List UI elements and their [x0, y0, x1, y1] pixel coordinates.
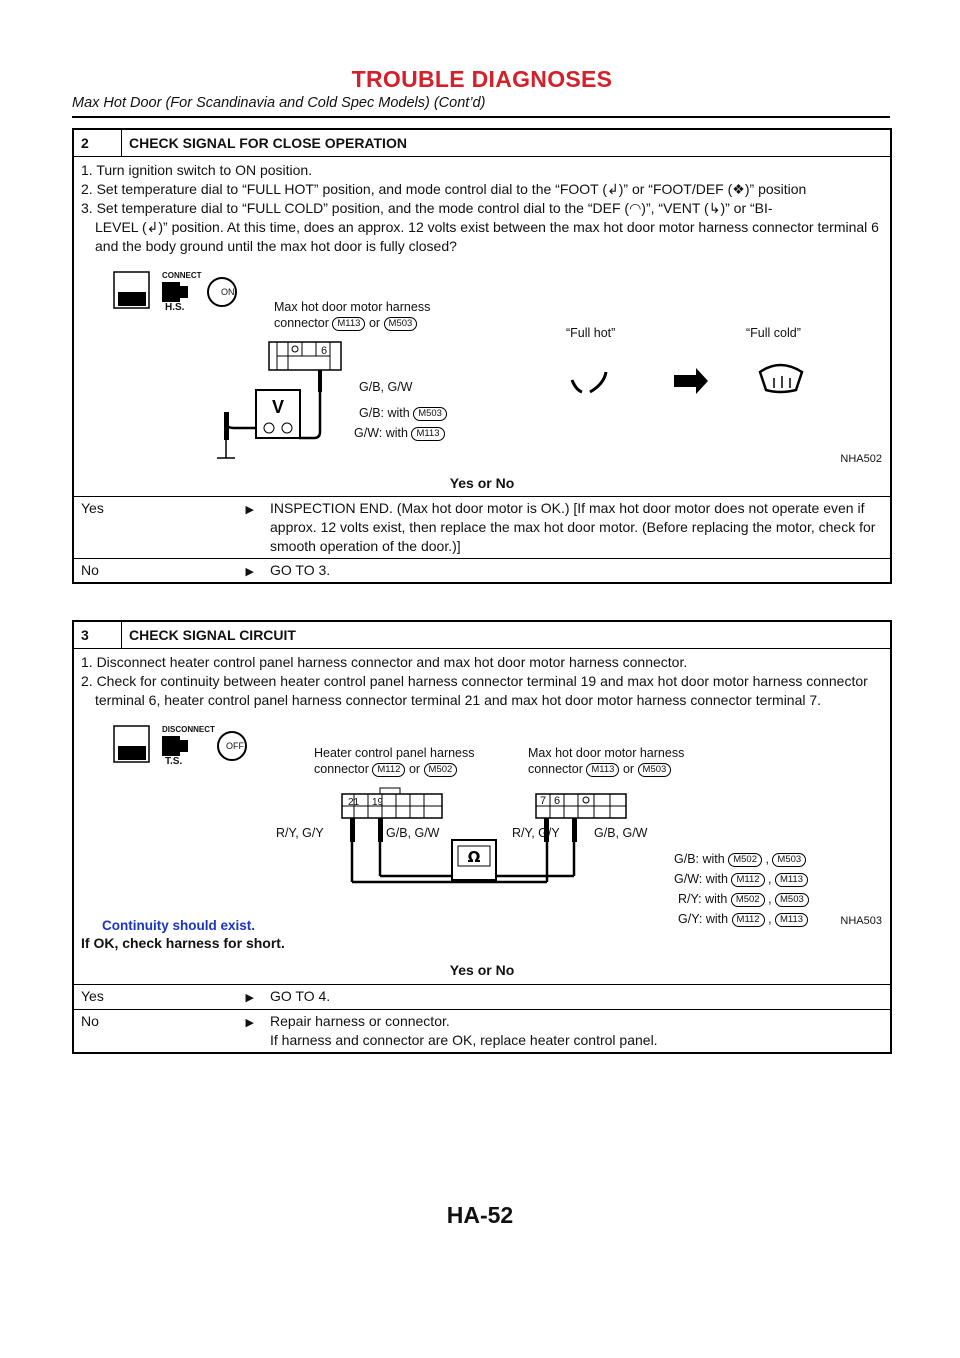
wire-label: G/B, G/W: [359, 380, 413, 394]
terminal-19: 19: [372, 797, 384, 808]
figure-code: NHA502: [840, 453, 882, 465]
wire-label-gb-gw: G/B, G/W: [386, 826, 440, 840]
connector-badge: M113: [332, 317, 365, 331]
legend-row: G/B: with M502 , M503: [674, 850, 806, 869]
arrow-right-icon: ▶: [245, 992, 254, 1004]
motor-label-1: Max hot door motor harness: [528, 746, 685, 760]
yes-result: INSPECTION END. (Max hot door motor is OK.) [If max hot door motor does not operate even if approx. 12 volts exist, then replace the max hot door motor. (Before replacing the motor, check for smooth operation of the door.)]: [270, 500, 876, 554]
if-ok-note: If OK, check harness for short.: [81, 935, 285, 951]
hs-label: H.S.: [165, 302, 185, 313]
terminal-7: 7: [540, 795, 547, 807]
disconnect-label: DISCONNECT: [162, 725, 215, 734]
figure-nha502: [74, 262, 890, 472]
step-title: CHECK SIGNAL FOR CLOSE OPERATION: [129, 135, 407, 151]
no-result: GO TO 3.: [270, 562, 331, 578]
ts-label: T.S.: [165, 756, 183, 767]
no-result: Repair harness or connector. If harness and connector are OK, replace heater control panel.: [270, 1013, 658, 1048]
page-title: TROUBLE DIAGNOSES: [351, 66, 613, 92]
step-3-body: [74, 648, 890, 984]
connector-badge: M503: [413, 407, 447, 421]
instruction-2: 2. Check for continuity between heater control panel harness connector terminal 19 and max hot door motor harness connector terminal 6, heater control panel harness connector terminal 21 and max hot door motor harness connector terminal 7.: [81, 673, 868, 708]
yes-label: Yes: [81, 500, 104, 516]
ohm-meter-label: Ω: [467, 848, 481, 866]
page-header: [72, 66, 892, 111]
gb-with-label: G/B: with M503: [359, 404, 447, 423]
page-number: HA-52: [446, 1202, 514, 1228]
legend-row: G/Y: with M112 , M113: [678, 910, 808, 929]
step-number: 3: [74, 622, 122, 648]
answer-no: [74, 1009, 890, 1052]
motor-label-2: connector M113 or M503: [528, 760, 671, 779]
arrow-right-icon: ▶: [245, 504, 254, 516]
answer-yes: [74, 984, 890, 1009]
connector-badge: M502: [424, 763, 458, 777]
full-cold-label: “Full cold”: [746, 326, 801, 340]
step-number: 2: [74, 130, 122, 156]
terminal-6: 6: [554, 795, 561, 807]
answer-yes: [74, 496, 890, 558]
step-3-header: [74, 622, 890, 648]
step-2-box: [72, 128, 892, 584]
no-label: No: [81, 562, 99, 578]
legend-row: R/Y: with M502 , M503: [678, 890, 809, 909]
answer-no: [74, 558, 890, 582]
wire-label-ry-gy: R/Y, G/Y: [512, 826, 560, 840]
step-title: CHECK SIGNAL CIRCUIT: [129, 627, 296, 643]
header-rule: [72, 116, 890, 118]
off-label: OFF: [226, 741, 244, 751]
vent-mode-icon: ↳: [708, 200, 721, 216]
gw-with-label: G/W: with M113: [354, 424, 445, 443]
no-label: No: [81, 1013, 99, 1029]
figure-nha503: [74, 716, 890, 932]
step-3-box: [72, 620, 892, 1054]
arrow-right-icon: ▶: [245, 1017, 254, 1029]
instruction-3: 3. Set temperature dial to “FULL COLD” position, and the mode control dial to the “DEF (◠)”, “VENT (↳)” or “BI- LEVEL (↲)” position. At this time, does an approx. 12 volts exist between the max hot door motor harness connector terminal 6 and the body ground until the max hot door is fully closed?: [81, 200, 879, 254]
harness-label-2: connector M113 or M503: [274, 314, 417, 333]
meter-label: V: [271, 397, 285, 417]
connect-label: CONNECT: [162, 271, 202, 280]
foot-def-mode-icon: ❖: [732, 181, 745, 197]
foot-mode-icon: ↲: [607, 181, 619, 197]
heater-label-2: connector M112 or M502: [314, 760, 457, 779]
page-subtitle: Max Hot Door (For Scandinavia and Cold Spec Models) (Cont’d): [72, 95, 486, 111]
heater-label-1: Heater control panel harness: [314, 746, 475, 760]
instruction-2: 2. Set temperature dial to “FULL HOT” position, and mode control dial to the “FOOT (↲)” or “FOOT/DEF (❖)” position: [81, 181, 807, 197]
terminal-21: 21: [348, 797, 360, 808]
connector-badge: M503: [384, 317, 418, 331]
terminal-label: 6: [321, 345, 328, 357]
continuity-note: Continuity should exist.: [102, 918, 256, 933]
on-label: ON: [221, 287, 235, 297]
step-2-body: [74, 156, 890, 496]
legend-row: G/W: with M112 , M113: [674, 870, 808, 889]
connector-badge: M112: [372, 763, 405, 777]
def-mode-icon: ◠: [629, 200, 642, 216]
wire-label-gb-gw: G/B, G/W: [594, 826, 648, 840]
instruction-1: 1. Turn ignition switch to ON position.: [81, 162, 313, 178]
yes-result: GO TO 4.: [270, 988, 331, 1004]
wire-label-ry-gy: R/Y, G/Y: [276, 826, 324, 840]
connector-badge: M503: [638, 763, 672, 777]
harness-label-1: Max hot door motor harness: [274, 300, 431, 314]
bi-level-mode-icon: ↲: [146, 219, 159, 235]
figure-code: NHA503: [840, 915, 882, 927]
wiring-diagram: [74, 262, 886, 472]
yes-or-no-label: Yes or No: [449, 475, 515, 491]
step-2-header: [74, 130, 890, 156]
yes-or-no-label: Yes or No: [449, 962, 515, 978]
arrow-right-icon: ▶: [245, 566, 254, 578]
instruction-1: 1. Disconnect heater control panel harness connector and max hot door motor harness connector.: [81, 654, 688, 670]
full-hot-label: “Full hot”: [566, 326, 616, 340]
yes-label: Yes: [81, 988, 104, 1004]
connector-badge: M113: [586, 763, 619, 777]
connector-badge: M113: [411, 427, 444, 441]
